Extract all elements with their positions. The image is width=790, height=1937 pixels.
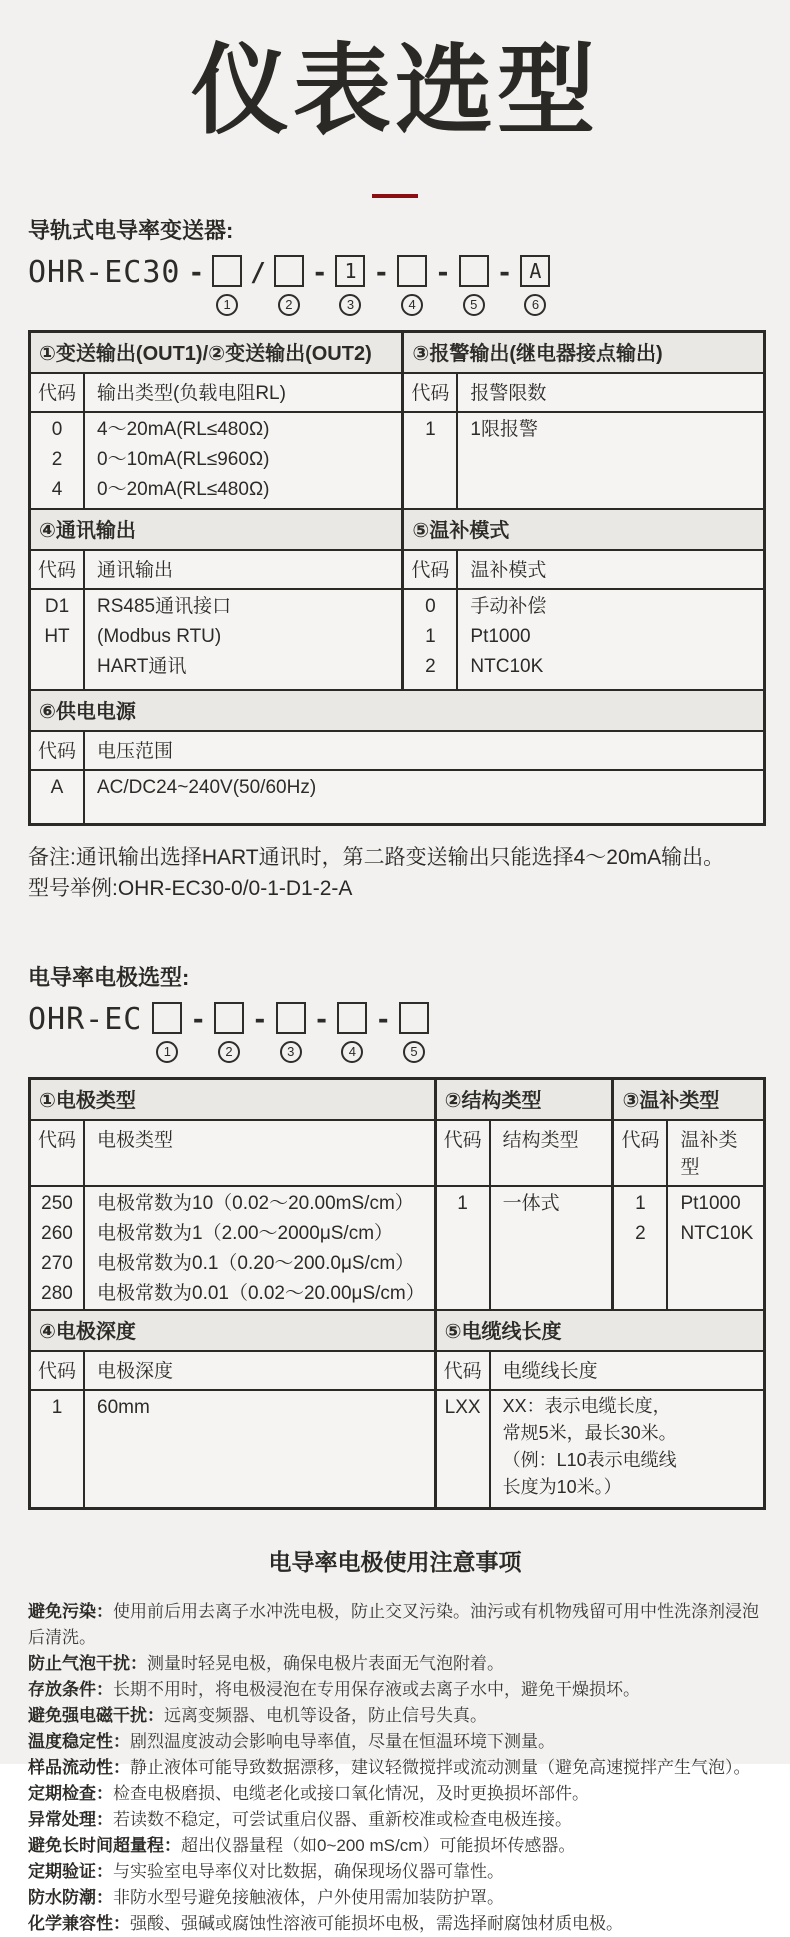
code-value: D1 — [44, 595, 70, 617]
model-separator: - — [311, 257, 328, 288]
model-slot-6 — [520, 255, 550, 316]
precaution-text: 超出仪器量程（如0~200 mS/cm）可能损坏传感器。 — [181, 1835, 576, 1855]
t2-electrode-codes — [31, 1187, 85, 1309]
t1-tempcomp-descriptions — [458, 590, 763, 689]
t1-alarm-header: ③报警输出(继电器接点输出) — [401, 333, 763, 372]
t2-block1-content-row — [31, 1187, 763, 1309]
t1-block1-content-row — [31, 413, 763, 508]
precaution-text: 检查电极磨损、电缆老化或接口氧化情况，及时更换损坏部件。 — [113, 1783, 589, 1803]
model-box-1 — [212, 255, 242, 287]
column-header-alarm-limit: 报警限数 — [470, 382, 547, 404]
electrode-model-code-row — [28, 1002, 790, 1063]
electrode-selection-table — [28, 1077, 766, 1510]
t1-block1-header-row — [31, 333, 763, 374]
t2-structure-descriptions — [491, 1187, 612, 1309]
precaution-text: 测量时轻晃电极，确保电极片表面无气泡附着。 — [147, 1653, 504, 1673]
column-header-code: 代码 — [614, 1121, 668, 1185]
precaution-item — [28, 1703, 766, 1729]
code-value: 0 — [51, 418, 63, 440]
t2-cable-codes — [437, 1391, 491, 1507]
column-header-code: 代码 — [31, 732, 85, 769]
desc-value: Pt1000 — [470, 625, 531, 647]
model-box-6: A — [520, 255, 550, 287]
desc-value: HART通讯 — [97, 655, 187, 677]
precaution-label: 存放条件： — [28, 1679, 113, 1699]
column-header-depth: 电极深度 — [97, 1360, 174, 1382]
precaution-item — [28, 1729, 766, 1755]
transmitter-selection-table — [28, 330, 766, 826]
model-box-3: 1 — [335, 255, 365, 287]
model-separator: - — [435, 257, 451, 288]
model-slot-3 — [335, 255, 365, 316]
desc-value: 0～20mA(RL≤480Ω) — [97, 478, 270, 500]
precaution-text: 使用前后用去离子水冲洗电极，防止交叉污染。油污或有机物残留可用中性洗涤剂浸泡后清洗。 — [28, 1601, 759, 1647]
code-value: 4 — [51, 478, 63, 500]
precaution-label: 化学兼容性： — [28, 1913, 130, 1933]
precautions-title: 电导率电极使用注意事项 — [268, 1548, 522, 1575]
t2-depth-descriptions — [85, 1391, 434, 1507]
precaution-item — [28, 1833, 766, 1859]
column-header-code: 代码 — [437, 1121, 491, 1185]
code-value: 1 — [635, 1192, 646, 1214]
precaution-item — [28, 1911, 766, 1937]
code-value: 260 — [41, 1222, 73, 1244]
circle-number-1: 1 — [156, 1041, 178, 1063]
model-slot-5 — [459, 255, 489, 316]
precaution-label: 避免污染： — [28, 1601, 113, 1621]
code-value: 2 — [635, 1222, 646, 1244]
model-slot-5 — [399, 1002, 429, 1063]
t2-electrode-type-header: ①电极类型 — [39, 1089, 136, 1112]
column-header-code: 代码 — [31, 551, 85, 588]
model-slot-4 — [337, 1002, 367, 1063]
precaution-text: 远离变频器、电机等设备，防止信号失真。 — [164, 1705, 487, 1725]
model-box-2 — [274, 255, 304, 287]
model-slot-4 — [397, 255, 427, 316]
precaution-label: 避免强电磁干扰： — [28, 1705, 164, 1725]
desc-value: 手动补偿 — [470, 595, 547, 617]
model-box-4 — [397, 255, 427, 287]
circle-number-5: 5 — [403, 1041, 425, 1063]
precaution-label: 防止气泡干扰： — [28, 1653, 147, 1673]
model-slot-3 — [276, 1002, 306, 1063]
t2-cable-header: ⑤电缆线长度 — [434, 1311, 763, 1350]
t2-block2-subheader-row — [31, 1352, 763, 1391]
code-value: 1 — [425, 625, 436, 647]
column-header-structure-type: 结构类型 — [502, 1129, 579, 1151]
column-header-tempcomp-mode: 温补模式 — [470, 559, 547, 581]
precaution-item — [28, 1599, 766, 1651]
column-header-comm-output: 通讯输出 — [97, 559, 174, 581]
precaution-text: 长期不用时，将电极浸泡在专用保存液或去离子水中，避免干燥损坏。 — [113, 1679, 640, 1699]
t2-tempcomp-codes — [614, 1187, 668, 1309]
t2-depth-codes — [31, 1391, 85, 1507]
t1-alarm-codes — [404, 413, 458, 508]
circle-number-1: 1 — [216, 294, 238, 316]
model-box-5 — [459, 255, 489, 287]
model-slot-2 — [214, 1002, 244, 1063]
remark-block — [28, 842, 790, 905]
t2-structure-codes — [437, 1187, 491, 1309]
precaution-item — [28, 1781, 766, 1807]
column-header-tempcomp-type: 温补类型 — [680, 1129, 738, 1178]
desc-value: 60mm — [97, 1396, 150, 1418]
model-box-2 — [214, 1002, 244, 1034]
desc-line: 常规5米，最长30米。 — [502, 1422, 677, 1443]
desc-value: RS485通讯接口 — [97, 595, 232, 617]
t1-power-descriptions — [85, 771, 763, 823]
circle-number-4: 4 — [341, 1041, 363, 1063]
column-header-code: 代码 — [404, 551, 458, 588]
column-header-cable-length: 电缆线长度 — [502, 1360, 598, 1382]
code-value: 2 — [425, 655, 436, 677]
desc-value: 电极常数为1（2.00～2000μS/cm） — [97, 1222, 394, 1244]
precaution-text: 非防水型号避免接触液体，户外使用需加装防护罩。 — [113, 1887, 504, 1907]
precaution-item — [28, 1755, 766, 1781]
t2-block2-header-row — [31, 1309, 763, 1352]
model-separator: - — [188, 257, 205, 288]
t2-tempcomp-type-header: ③温补类型 — [611, 1080, 763, 1119]
circle-number-4: 4 — [401, 294, 423, 316]
precaution-label: 防水防潮： — [28, 1887, 113, 1907]
precaution-label: 避免长时间超量程： — [28, 1835, 181, 1855]
desc-value: AC/DC24~240V(50/60Hz) — [97, 776, 317, 798]
transmitter-model-code-row — [28, 255, 790, 316]
t1-block3-subheader-row — [31, 732, 763, 771]
electrode-section-label: 电导率电极选型: — [28, 964, 190, 990]
code-value: A — [50, 776, 64, 798]
model-separator: - — [313, 1004, 330, 1035]
code-value: 2 — [51, 448, 63, 470]
t1-block1-subheader-row — [31, 374, 763, 413]
code-value: LXX — [444, 1396, 481, 1418]
model-separator-slash: / — [250, 257, 266, 288]
t2-tempcomp-descriptions — [668, 1187, 763, 1309]
circle-number-2: 2 — [278, 294, 300, 316]
t1-comm-descriptions — [85, 590, 401, 689]
t2-block1-header-row — [31, 1080, 763, 1121]
model-box-1 — [152, 1002, 182, 1034]
desc-line: 长度为10米。） — [502, 1476, 622, 1497]
precaution-label: 异常处理： — [28, 1809, 113, 1829]
code-value: HT — [44, 625, 70, 647]
precautions-list — [28, 1599, 766, 1937]
column-header-output-type: 输出类型(负载电阻RL) — [97, 382, 286, 404]
t1-power-codes — [31, 771, 85, 823]
desc-value: NTC10K — [470, 655, 544, 677]
t1-block3-header-row — [31, 689, 763, 732]
model-separator: - — [496, 257, 513, 288]
precaution-text: 剧烈温度波动会影响电导率值，尽量在恒温环境下测量。 — [130, 1731, 555, 1751]
code-value: 0 — [425, 595, 436, 617]
precaution-item — [28, 1677, 766, 1703]
precaution-label: 定期检查： — [28, 1783, 113, 1803]
model-separator: - — [375, 1004, 391, 1035]
precaution-item — [28, 1651, 766, 1677]
code-value: 1 — [457, 1192, 468, 1214]
precaution-label: 样品流动性： — [28, 1757, 130, 1777]
desc-line: XX：表示电缆长度， — [502, 1395, 671, 1416]
t2-block1-subheader-row — [31, 1121, 763, 1187]
t1-comm-header: ④通讯输出 — [39, 519, 136, 542]
precaution-text: 与实验室电导率仪对比数据，确保现场仪器可靠性。 — [113, 1861, 504, 1881]
precaution-item — [28, 1807, 766, 1833]
model-example-line: 型号举例:OHR-EC30-0/0-1-D1-2-A — [28, 877, 353, 901]
transmitter-model-prefix: OHR-EC30 — [28, 254, 181, 290]
precaution-text: 若读数不稳定，可尝试重启仪器、重新校准或检查电极连接。 — [113, 1809, 572, 1829]
circle-number-5: 5 — [463, 294, 485, 316]
column-header-code: 代码 — [31, 1352, 85, 1389]
t1-output-header: ①变送输出(OUT1)/②变送输出(OUT2) — [39, 342, 372, 365]
column-header-code: 代码 — [31, 1121, 85, 1185]
model-box-3 — [276, 1002, 306, 1034]
desc-value: 电极常数为0.01（0.02～20.00μS/cm） — [97, 1282, 425, 1304]
desc-value: Pt1000 — [680, 1192, 741, 1214]
t1-output-descriptions — [85, 413, 401, 508]
desc-value: 电极常数为10（0.02～20.00mS/cm） — [97, 1192, 414, 1214]
t1-comm-codes — [31, 590, 85, 689]
circle-number-6: 6 — [524, 294, 546, 316]
circle-number-3: 3 — [339, 294, 361, 316]
model-slot-2 — [274, 255, 304, 316]
code-value: 280 — [41, 1282, 73, 1304]
desc-value: 4～20mA(RL≤480Ω) — [97, 418, 270, 440]
title-accent-rule — [372, 194, 418, 198]
model-separator: - — [190, 1004, 207, 1035]
desc-value: 0～10mA(RL≤960Ω) — [97, 448, 270, 470]
code-value: 1 — [425, 418, 436, 440]
model-box-4 — [337, 1002, 367, 1034]
column-header-electrode-type: 电极类型 — [97, 1129, 174, 1151]
t1-output-codes — [31, 413, 85, 508]
model-separator: - — [252, 1004, 268, 1035]
precaution-text: 强酸、强碱或腐蚀性溶液可能损坏电极，需选择耐腐蚀材质电极。 — [130, 1913, 623, 1933]
model-slot-1 — [212, 255, 242, 316]
desc-value: (Modbus RTU) — [97, 625, 222, 647]
transmitter-section-label: 导轨式电导率变送器: — [28, 217, 234, 243]
t2-structure-type-header: ②结构类型 — [434, 1080, 612, 1119]
t1-block2-subheader-row — [31, 551, 763, 590]
model-separator: - — [373, 257, 390, 288]
code-value: 1 — [51, 1396, 63, 1418]
precaution-item — [28, 1859, 766, 1885]
t1-block2-header-row — [31, 508, 763, 551]
t1-tempcomp-header: ⑤温补模式 — [401, 510, 763, 549]
circle-number-3: 3 — [280, 1041, 302, 1063]
desc-line: （例：L10表示电缆线 — [502, 1449, 677, 1470]
precaution-item — [28, 1885, 766, 1911]
remark-line: 备注:通讯输出选择HART通讯时，第二路变送输出只能选择4～20mA输出。 — [28, 845, 725, 869]
precaution-text: 静止液体可能导致数据漂移，建议轻微搅拌或流动测量（避免高速搅拌产生气泡）。 — [130, 1757, 751, 1777]
model-box-5 — [399, 1002, 429, 1034]
t2-depth-header: ④电极深度 — [39, 1320, 136, 1343]
precaution-label: 温度稳定性： — [28, 1731, 130, 1751]
code-value: 250 — [41, 1192, 73, 1214]
page-title: 仪表选型 — [190, 35, 599, 145]
t2-block2-content-row — [31, 1391, 763, 1507]
t1-block3-content-row — [31, 771, 763, 823]
desc-value: 1限报警 — [470, 418, 538, 440]
electrode-model-prefix: OHR-EC — [28, 1001, 143, 1037]
t1-tempcomp-codes — [404, 590, 458, 689]
t1-block2-content-row — [31, 590, 763, 689]
column-header-code: 代码 — [404, 374, 458, 411]
code-value: 270 — [41, 1252, 73, 1274]
column-header-code: 代码 — [437, 1352, 491, 1389]
desc-value: NTC10K — [680, 1222, 754, 1244]
column-header-voltage-range: 电压范围 — [97, 740, 174, 762]
t1-alarm-descriptions — [458, 413, 763, 508]
desc-value: 电极常数为0.1（0.20～200.0μS/cm） — [97, 1252, 415, 1274]
t1-power-header: ⑥供电电源 — [39, 700, 136, 723]
model-slot-1 — [152, 1002, 182, 1063]
column-header-code: 代码 — [31, 374, 85, 411]
desc-value: 一体式 — [502, 1192, 560, 1214]
precaution-label: 定期验证： — [28, 1861, 113, 1881]
t2-cable-description — [491, 1391, 763, 1507]
t2-electrode-descriptions — [85, 1187, 435, 1309]
circle-number-2: 2 — [218, 1041, 240, 1063]
